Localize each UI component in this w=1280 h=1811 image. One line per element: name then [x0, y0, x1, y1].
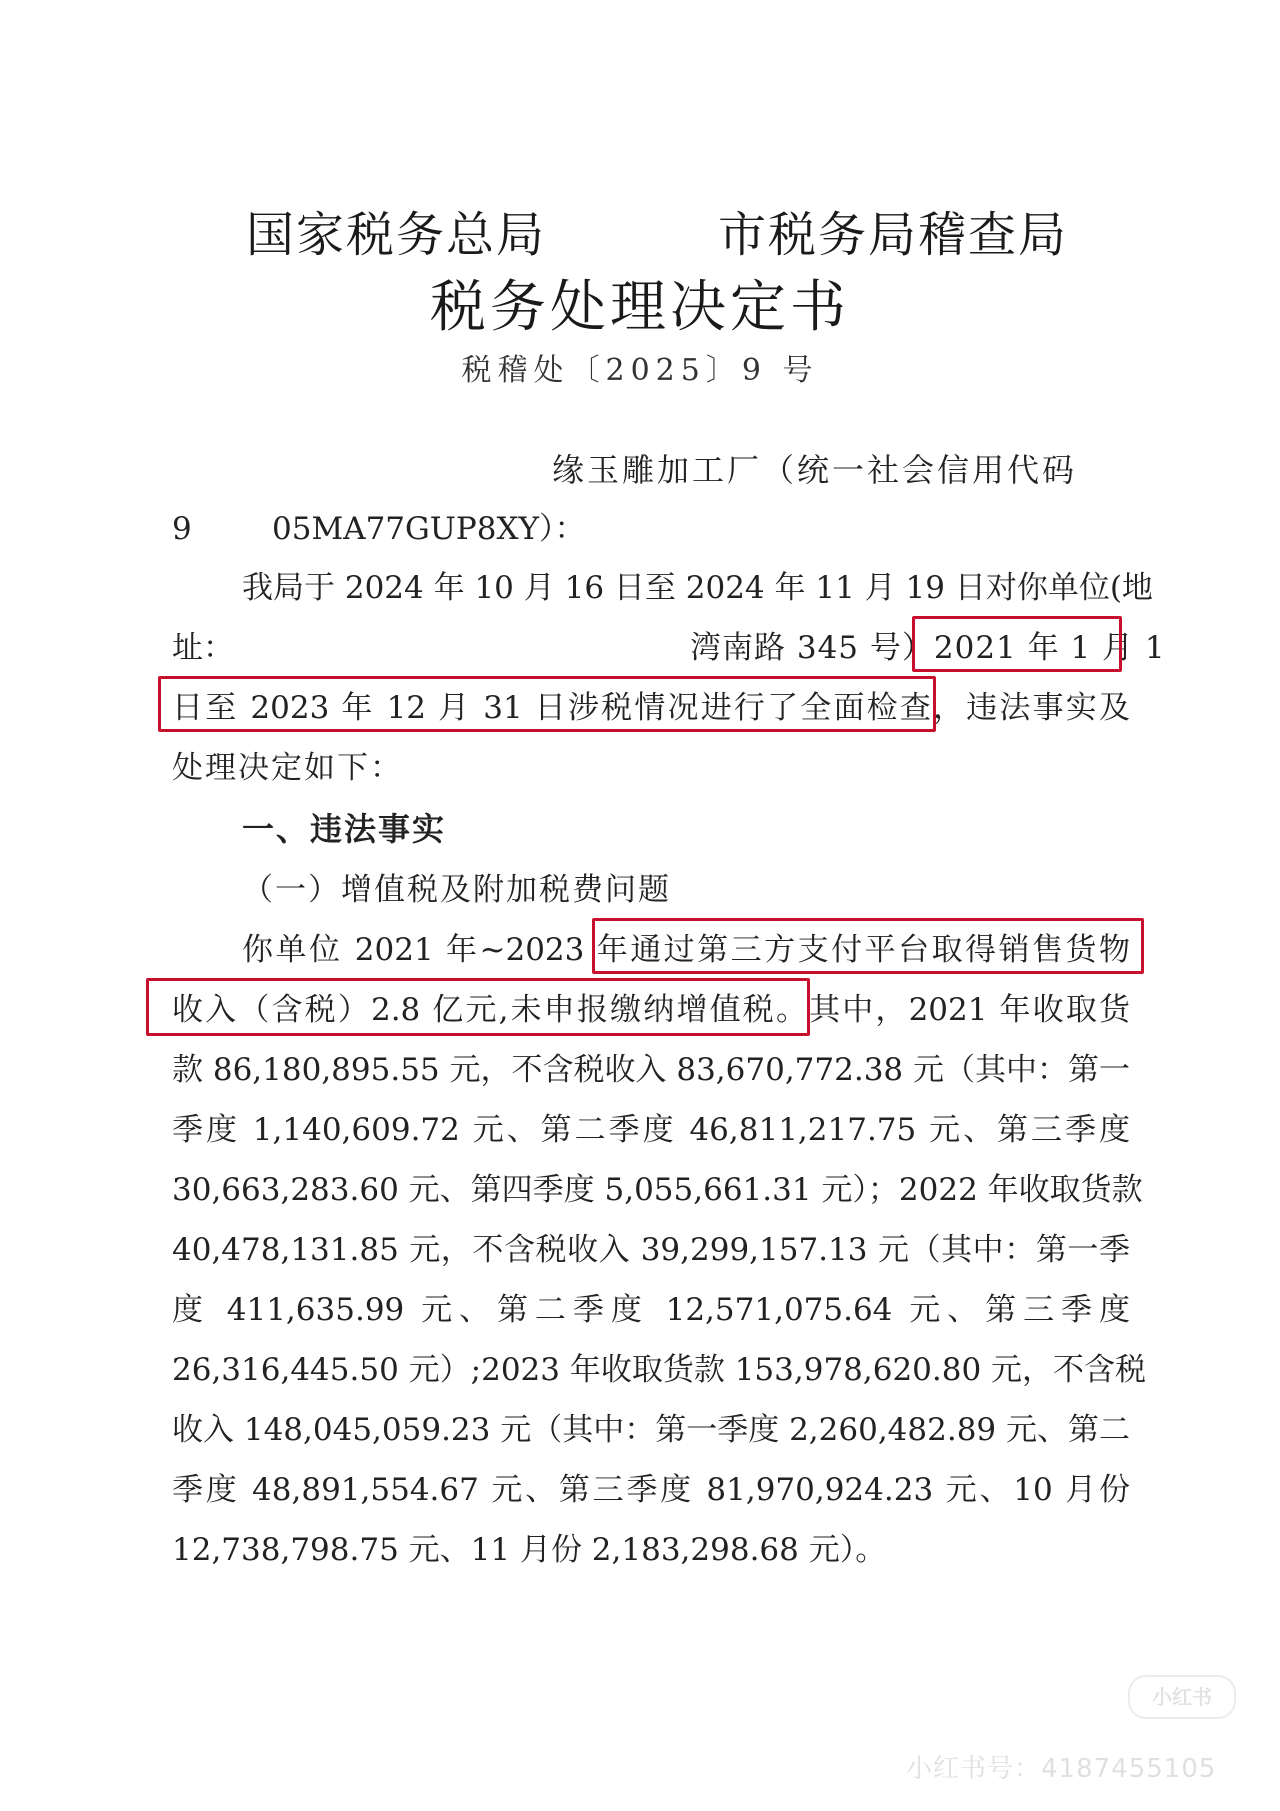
document-number: 税稽处〔2025〕9 号: [461, 353, 819, 388]
addressee-line-1: 缘玉雕加工厂（统一社会信用代码: [552, 451, 1078, 489]
authority-left: 国家税务总局: [246, 207, 547, 263]
paragraph-2-line-9: 收入 148,045,059.23 元（其中：第一季度 2,260,482.89 元、第二: [172, 1412, 1131, 1448]
paragraph-2-line-10: 季度 48,891,554.67 元、第三季度 81,970,924.23 元、10 月份: [172, 1472, 1130, 1508]
paragraph-2-line-8: 26,316,445.50 元）;2023 年收取货款 153,978,620.80 元，不含税: [172, 1352, 1147, 1388]
paragraph-1-line-1: 我局于 2024 年 10 月 16 日至 2024 年 11 月 19 日对你单位(地: [242, 570, 1153, 606]
watermark-logo-icon: 小红书: [1128, 1675, 1236, 1719]
paragraph-2-line-6: 40,478,131.85 元，不含税收入 39,299,157.13 元（其中：第一季: [172, 1232, 1130, 1268]
paragraph-1-line-2-right: 湾南路 345 号）2021 年 1 月 1: [690, 630, 1166, 666]
paragraph-2-line-11: 12,738,798.75 元、11 月份 2,183,298.68 元）。: [172, 1532, 887, 1568]
document-title: 税务处理决定书: [430, 275, 850, 340]
paragraph-1-line-3: 日至 2023 年 12 月 31 日涉税情况进行了全面检查，违法事实及: [172, 690, 1130, 726]
paragraph-1-line-4: 处理决定如下：: [172, 750, 403, 786]
subsection-heading-vat: （一）增值税及附加税费问题: [242, 872, 671, 908]
paragraph-2-line-5: 30,663,283.60 元、第四季度 5,055,661.31 元）；2022 年收取货款: [172, 1172, 1143, 1208]
paragraph-2-line-4: 季度 1,140,609.72 元、第二季度 46,811,217.75 元、第三季度: [172, 1112, 1130, 1148]
paragraph-2-line-1: 你单位 2021 年~2023 年通过第三方支付平台取得销售货物: [242, 932, 1130, 968]
addressee-prefix: 9: [172, 511, 192, 547]
section-heading-violations: 一、违法事实: [242, 810, 447, 848]
paragraph-2-line-2: 收入（含税）2.8 亿元,未申报缴纳增值税。其中，2021 年收取货: [172, 992, 1130, 1028]
addressee-credit-code: 05MA77GUP8XY）：: [272, 511, 586, 547]
paragraph-2-line-7: 度 411,635.99 元、第二季度 12,571,075.64 元、第三季度: [172, 1292, 1130, 1328]
paragraph-2-line-3: 款 86,180,895.55 元，不含税收入 83,670,772.38 元（其中：第一: [172, 1052, 1131, 1088]
authority-right: 市税务局稽查局: [718, 207, 1069, 263]
paragraph-1-line-2-left: 址：: [172, 630, 234, 666]
watermark-user-id: 小红书号：4187455105: [906, 1754, 1217, 1784]
